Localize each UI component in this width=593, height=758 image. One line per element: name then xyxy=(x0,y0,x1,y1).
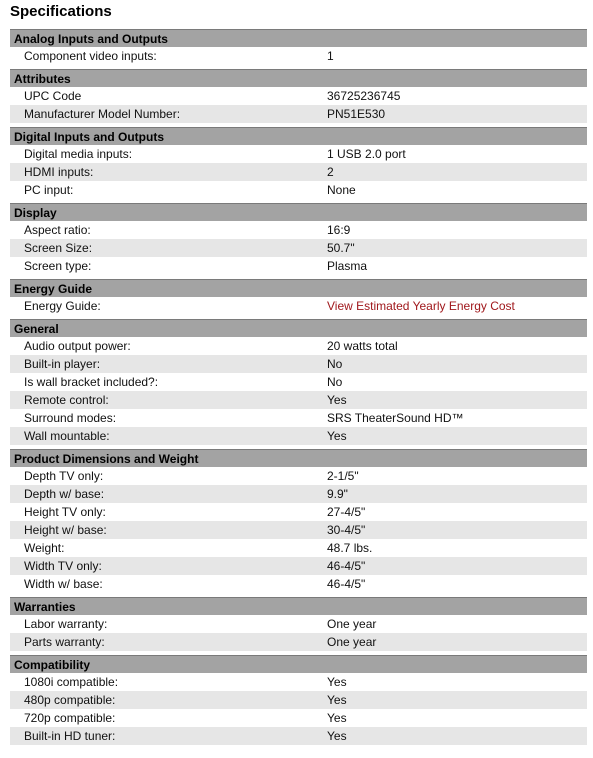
spec-row xyxy=(10,181,587,199)
spec-section xyxy=(10,655,587,745)
spec-value: One year xyxy=(327,617,377,631)
spec-label: Energy Guide: xyxy=(24,299,101,313)
spec-row xyxy=(10,163,587,181)
spec-value: 16:9 xyxy=(327,223,351,237)
spec-value: One year xyxy=(327,635,377,649)
spec-row xyxy=(10,673,587,691)
spec-section xyxy=(10,319,587,445)
spec-value: Plasma xyxy=(327,259,368,273)
spec-label: Built-in HD tuner: xyxy=(24,729,116,743)
spec-value: 1 xyxy=(327,49,334,63)
spec-section xyxy=(10,449,587,593)
spec-label: 720p compatible: xyxy=(24,711,116,725)
spec-row xyxy=(10,337,587,355)
spec-row xyxy=(10,709,587,727)
spec-label: Built-in player: xyxy=(24,357,101,371)
spec-row xyxy=(10,503,587,521)
section-rows xyxy=(10,467,587,593)
spec-section xyxy=(10,29,587,65)
spec-section xyxy=(10,127,587,199)
spec-label: Weight: xyxy=(24,541,65,555)
section-rows xyxy=(10,87,587,123)
spec-value: 30-4/5" xyxy=(327,523,366,537)
spec-value: Yes xyxy=(327,675,347,689)
spec-label: PC input: xyxy=(24,183,74,197)
spec-row xyxy=(10,221,587,239)
section-header: Digital Inputs and Outputs xyxy=(10,127,587,145)
spec-label: Height w/ base: xyxy=(24,523,107,537)
spec-value: 46-4/5" xyxy=(327,577,366,591)
spec-label: Labor warranty: xyxy=(24,617,108,631)
spec-row xyxy=(10,297,587,315)
spec-value: Yes xyxy=(327,729,347,743)
spec-row xyxy=(10,239,587,257)
spec-row xyxy=(10,145,587,163)
spec-value: PN51E530 xyxy=(327,107,386,121)
spec-value: 9.9" xyxy=(327,487,348,501)
spec-label: Surround modes: xyxy=(24,411,117,425)
spec-value: No xyxy=(327,375,343,389)
spec-label: Is wall bracket included?: xyxy=(24,375,159,389)
spec-row xyxy=(10,355,587,373)
spec-row xyxy=(10,633,587,651)
spec-label: Audio output power: xyxy=(24,339,131,353)
spec-label: HDMI inputs: xyxy=(24,165,94,179)
spec-section xyxy=(10,597,587,651)
spec-value: Yes xyxy=(327,429,347,443)
section-rows xyxy=(10,673,587,745)
spec-label: 1080i compatible: xyxy=(24,675,119,689)
spec-row xyxy=(10,467,587,485)
spec-row xyxy=(10,539,587,557)
section-header: Compatibility xyxy=(10,655,587,673)
spec-row xyxy=(10,485,587,503)
section-rows xyxy=(10,337,587,445)
section-header: Display xyxy=(10,203,587,221)
spec-label: Parts warranty: xyxy=(24,635,105,649)
section-header: Product Dimensions and Weight xyxy=(10,449,587,467)
spec-value: 27-4/5" xyxy=(327,505,366,519)
section-header: General xyxy=(10,319,587,337)
section-header: Attributes xyxy=(10,69,587,87)
section-rows xyxy=(10,47,587,65)
spec-value: 46-4/5" xyxy=(327,559,366,573)
spec-value: 2 xyxy=(327,165,334,179)
spec-label: Component video inputs: xyxy=(24,49,157,63)
spec-value: SRS TheaterSound HD™ xyxy=(327,411,464,425)
section-rows xyxy=(10,221,587,275)
spec-row xyxy=(10,257,587,275)
spec-row xyxy=(10,615,587,633)
spec-label: Wall mountable: xyxy=(24,429,110,443)
spec-section xyxy=(10,203,587,275)
energy-cost-link[interactable]: View Estimated Yearly Energy Cost xyxy=(327,299,515,313)
spec-label: Remote control: xyxy=(24,393,109,407)
spec-section xyxy=(10,279,587,315)
spec-row xyxy=(10,727,587,745)
spec-row xyxy=(10,521,587,539)
spec-value: Yes xyxy=(327,393,347,407)
spec-label: Width w/ base: xyxy=(24,577,103,591)
spec-row xyxy=(10,87,587,105)
spec-value: 20 watts total xyxy=(327,339,398,353)
spec-section xyxy=(10,69,587,123)
spec-row xyxy=(10,557,587,575)
spec-label: Depth TV only: xyxy=(24,469,104,483)
spec-value: No xyxy=(327,357,343,371)
spec-value: 1 USB 2.0 port xyxy=(327,147,406,161)
spec-label: UPC Code xyxy=(24,89,82,103)
spec-label: Screen type: xyxy=(24,259,92,273)
section-rows xyxy=(10,297,587,315)
section-rows xyxy=(10,615,587,651)
section-rows xyxy=(10,145,587,199)
spec-row xyxy=(10,47,587,65)
spec-label: Depth w/ base: xyxy=(24,487,105,501)
spec-label: Digital media inputs: xyxy=(24,147,133,161)
spec-value: 36725236745 xyxy=(327,89,401,103)
section-header: Energy Guide xyxy=(10,279,587,297)
page-title: Specifications xyxy=(10,3,112,20)
spec-label: Aspect ratio: xyxy=(24,223,91,237)
spec-label: Screen Size: xyxy=(24,241,93,255)
spec-row xyxy=(10,575,587,593)
specifications-table xyxy=(10,29,587,749)
spec-value: None xyxy=(327,183,356,197)
spec-value: 2-1/5" xyxy=(327,469,359,483)
spec-value: Yes xyxy=(327,711,347,725)
section-header: Analog Inputs and Outputs xyxy=(10,29,587,47)
spec-value: 48.7 lbs. xyxy=(327,541,373,555)
spec-label: Height TV only: xyxy=(24,505,106,519)
spec-value: 50.7" xyxy=(327,241,355,255)
spec-label: Width TV only: xyxy=(24,559,102,573)
spec-value: Yes xyxy=(327,693,347,707)
spec-row xyxy=(10,691,587,709)
spec-row xyxy=(10,391,587,409)
section-header: Warranties xyxy=(10,597,587,615)
spec-label: Manufacturer Model Number: xyxy=(24,107,181,121)
spec-row xyxy=(10,409,587,427)
spec-label: 480p compatible: xyxy=(24,693,116,707)
spec-row xyxy=(10,373,587,391)
spec-row xyxy=(10,427,587,445)
spec-row xyxy=(10,105,587,123)
